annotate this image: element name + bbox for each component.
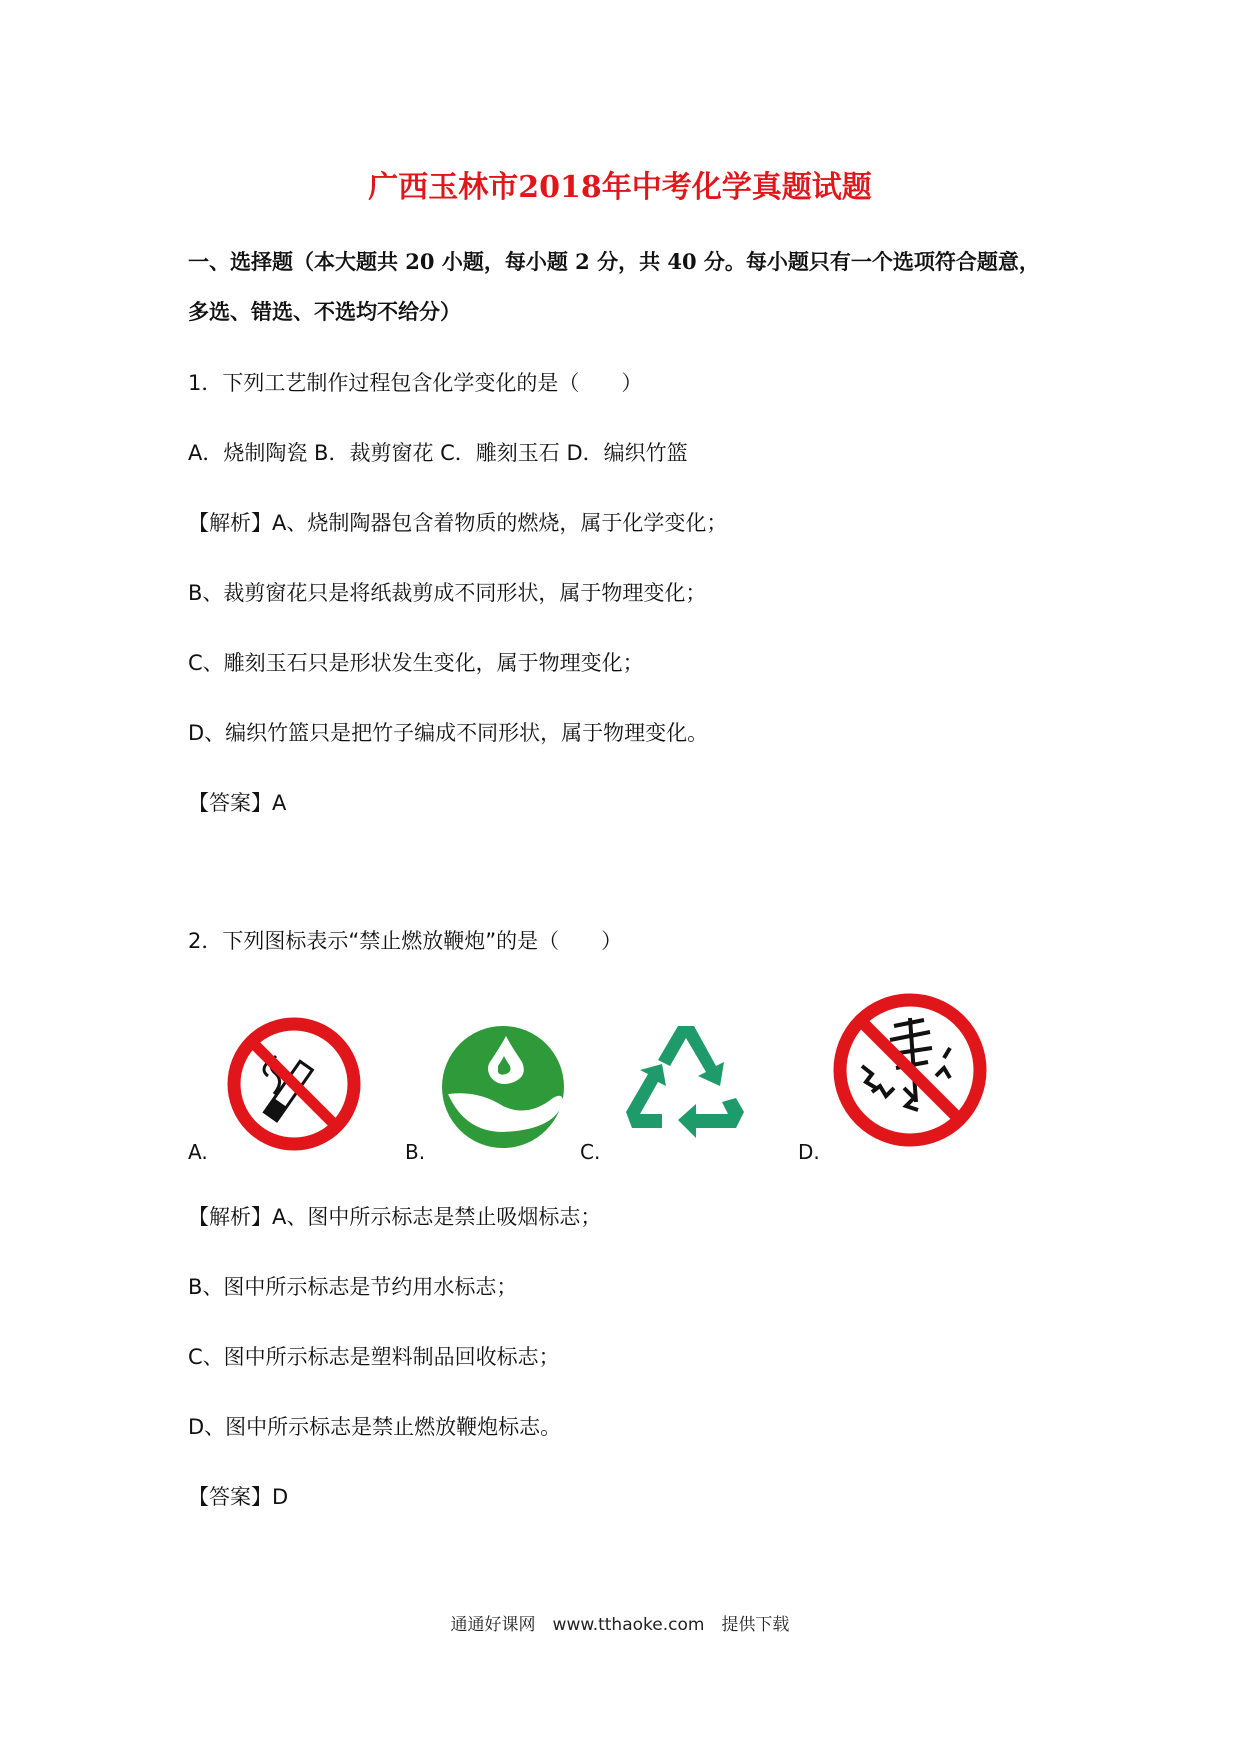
q2-analysis-b: B、图中所示标志是节约用水标志； [188, 1275, 518, 1299]
section-heading-line1: 一、选择题（本大题共 20 小题，每小题 2 分，共 40 分。每小题只有一个选项符合题意， [188, 249, 1040, 274]
q2-stem: 2．下列图标表示“禁止燃放鞭炮”的是（ ） [188, 929, 623, 953]
q1-options: A．烧制陶瓷 B．裁剪窗花 C．雕刻玉石 D．编织竹篮 [188, 441, 688, 465]
section-heading-line2: 多选、错选、不选均不给分） [188, 299, 461, 324]
q2-analysis-c: C、图中所示标志是塑料制品回收标志； [188, 1345, 560, 1369]
q1-analysis-d: D、编织竹篮只是把竹子编成不同形状，属于物理变化。 [188, 721, 709, 745]
q1-analysis-b: B、裁剪窗花只是将纸裁剪成不同形状，属于物理变化； [188, 581, 707, 605]
recycle-icon [618, 1020, 754, 1150]
q1-analysis-a: 【解析】A、烧制陶器包含着物质的燃烧，属于化学变化； [188, 511, 728, 535]
no-smoking-icon [226, 1016, 362, 1156]
page-footer: 通通好课网 www.tthaoke.com 提供下载 [450, 1615, 790, 1635]
q2-option-d-label: D. [798, 1140, 820, 1164]
q2-answer: 【答案】D [188, 1485, 289, 1509]
q2-option-a-label: A. [188, 1140, 208, 1164]
q2-option-b-label: B. [405, 1140, 426, 1164]
q1-stem: 1．下列工艺制作过程包含化学变化的是（ ） [188, 371, 643, 395]
q2-analysis-a: 【解析】A、图中所示标志是禁止吸烟标志； [188, 1205, 602, 1229]
page-title: 广西玉林市2018年中考化学真题试题 [368, 170, 872, 205]
q1-answer: 【答案】A [188, 791, 287, 815]
no-firecrackers-icon [832, 992, 988, 1152]
q2-option-c-label: C. [580, 1140, 601, 1164]
q1-analysis-c: C、雕刻玉石只是形状发生变化，属于物理变化； [188, 651, 644, 675]
q2-analysis-d: D、图中所示标志是禁止燃放鞭炮标志。 [188, 1415, 562, 1439]
water-saving-icon [440, 1024, 566, 1154]
